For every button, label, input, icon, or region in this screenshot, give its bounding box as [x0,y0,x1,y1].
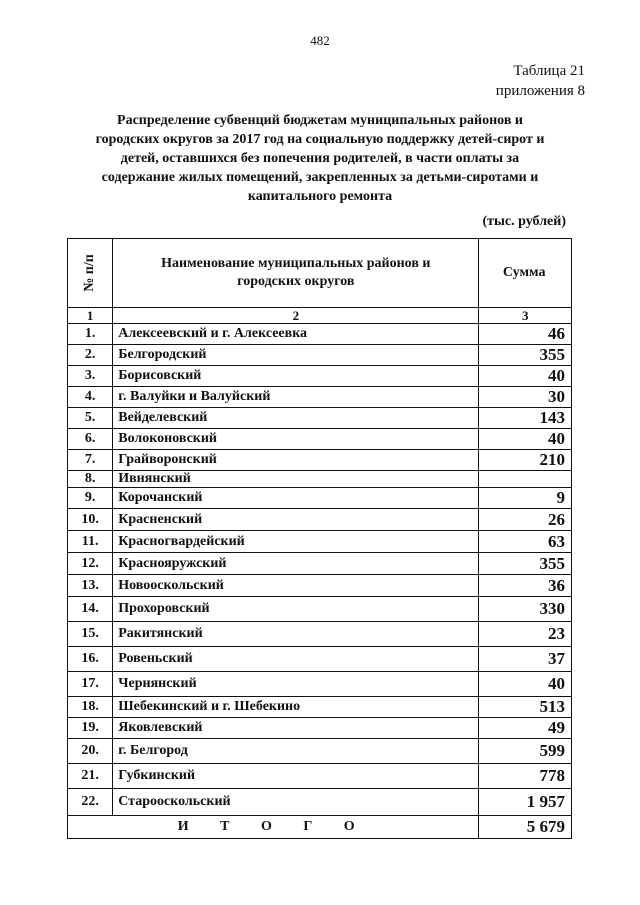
row-number: 7. [68,450,113,471]
table-row [68,471,572,488]
row-sum: 30 [479,387,572,408]
table-row [68,509,572,531]
header-name: Наименование муниципальных районов и городских округов [113,239,479,308]
row-number: 19. [68,718,113,739]
column-index: 1 [68,308,113,324]
row-sum: 36 [479,575,572,597]
column-index: 2 [113,308,479,324]
row-sum: 599 [479,739,572,764]
table-row [68,324,572,345]
row-sum: 1 957 [479,789,572,816]
row-district-name: г. Валуйки и Валуйский [113,387,479,408]
row-number: 9. [68,488,113,509]
row-district-name: Ровеньский [113,647,479,672]
row-district-name: Алексеевский и г. Алексеевка [113,324,479,345]
row-district-name: Красненский [113,509,479,531]
title-line: детей, оставшихся без попечения родителей, в части оплаты за [120,151,520,166]
row-number: 13. [68,575,113,597]
row-sum: 49 [479,718,572,739]
row-number: 17. [68,672,113,697]
title-line: Распределение субвенций бюджетам муниципальных районов и [117,113,523,128]
row-number: 21. [68,764,113,789]
row-number: 15. [68,622,113,647]
row-district-name: Грайворонский [113,450,479,471]
page-number: 482 [310,33,330,48]
row-sum [479,471,572,488]
row-district-name: Ракитянский [113,622,479,647]
row-sum: 63 [479,531,572,553]
row-district-name: г. Белгород [113,739,479,764]
total-label: И Т О Г О [68,816,479,839]
table-row [68,575,572,597]
row-district-name: Шебекинский и г. Шебекино [113,697,479,718]
row-sum: 513 [479,697,572,718]
header-num-label: № п/п [82,254,98,292]
row-number: 12. [68,553,113,575]
row-sum: 46 [479,324,572,345]
document-title [70,111,570,206]
column-index-row [68,308,572,324]
table-row [68,622,572,647]
row-number: 1. [68,324,113,345]
row-district-name: Ивнянский [113,471,479,488]
title-line: содержание жилых помещений, закрепленных за детьми-сиротами и [101,170,539,185]
row-number: 22. [68,789,113,816]
total-row [68,816,572,839]
title-line: городских округов за 2017 год на социальную поддержку детей-сирот и [95,132,545,147]
row-number: 14. [68,597,113,622]
row-sum: 210 [479,450,572,471]
table-row [68,789,572,816]
row-sum: 355 [479,553,572,575]
subvention-table [67,238,572,839]
row-district-name: Яковлевский [113,718,479,739]
row-sum: 355 [479,345,572,366]
units-label: (тыс. рублей) [482,214,566,229]
row-district-name: Волоконовский [113,429,479,450]
row-district-name: Борисовский [113,366,479,387]
row-district-name: Новооскольский [113,575,479,597]
table-label-appendix: приложения 8 [495,83,585,99]
row-sum: 9 [479,488,572,509]
row-number: 18. [68,697,113,718]
table-row [68,408,572,429]
row-sum: 23 [479,622,572,647]
title-line: капитального ремонта [247,189,393,204]
row-sum: 778 [479,764,572,789]
row-district-name: Старооскольский [113,789,479,816]
row-number: 11. [68,531,113,553]
row-number: 20. [68,739,113,764]
table-row [68,450,572,471]
row-number: 6. [68,429,113,450]
row-district-name: Чернянский [113,672,479,697]
row-district-name: Губкинский [113,764,479,789]
row-district-name: Прохоровский [113,597,479,622]
row-sum: 37 [479,647,572,672]
row-sum: 143 [479,408,572,429]
row-district-name: Красногвардейский [113,531,479,553]
table-row [68,597,572,622]
total-sum: 5 679 [479,816,572,839]
header-sum: Сумма [479,239,572,308]
row-sum: 26 [479,509,572,531]
table-row [68,672,572,697]
row-number: 8. [68,471,113,488]
row-district-name: Вейделевский [113,408,479,429]
table-row [68,366,572,387]
table-row [68,553,572,575]
row-number: 16. [68,647,113,672]
table-row [68,739,572,764]
header-row [68,239,572,308]
row-number: 10. [68,509,113,531]
column-index: 3 [479,308,572,324]
table-row [68,647,572,672]
row-number: 3. [68,366,113,387]
table-row [68,488,572,509]
row-number: 2. [68,345,113,366]
table-row [68,718,572,739]
row-district-name: Белгородский [113,345,479,366]
row-sum: 40 [479,366,572,387]
table-row [68,764,572,789]
row-sum: 40 [479,672,572,697]
table-row [68,697,572,718]
row-district-name: Корочанский [113,488,479,509]
table-label-number: Таблица 21 [513,63,585,79]
table-body [68,324,572,816]
table-row [68,387,572,408]
row-sum: 330 [479,597,572,622]
row-number: 4. [68,387,113,408]
row-sum: 40 [479,429,572,450]
table-row [68,531,572,553]
header-num [68,239,113,308]
table-row [68,345,572,366]
row-district-name: Краснояружский [113,553,479,575]
table-row [68,429,572,450]
row-number: 5. [68,408,113,429]
